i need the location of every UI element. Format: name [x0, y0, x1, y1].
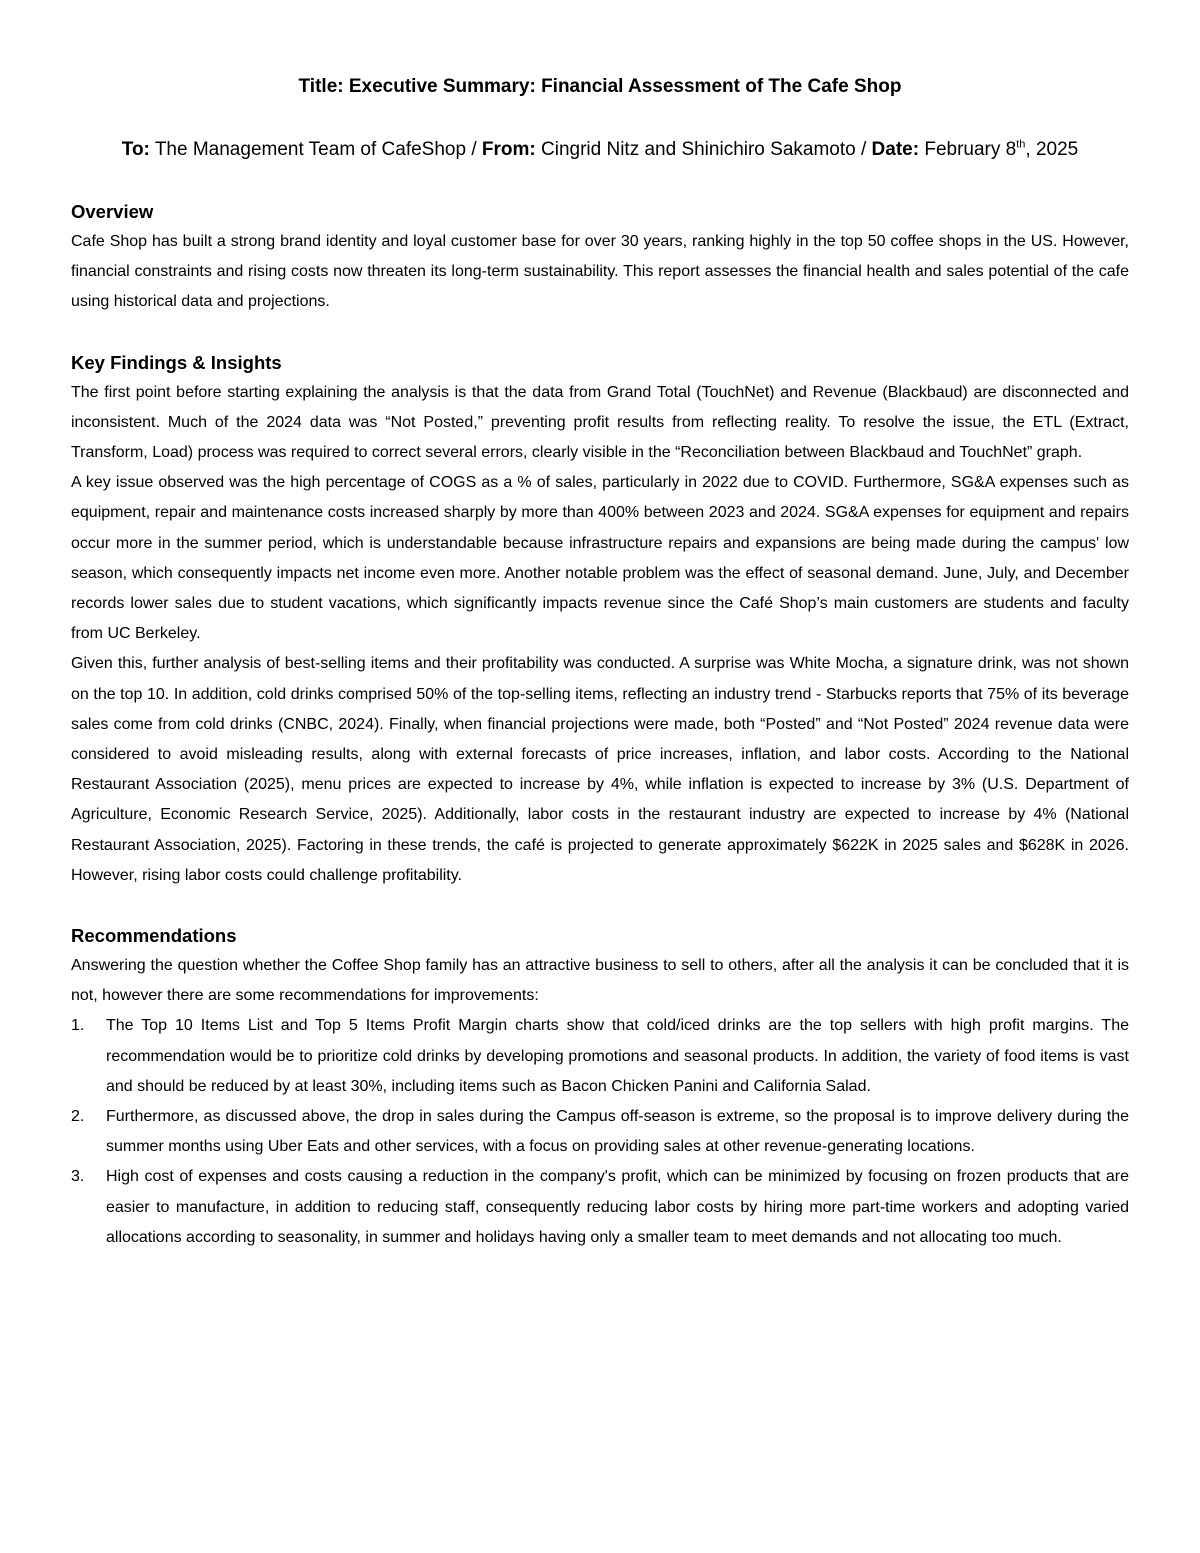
- recommendation-number: 3.: [71, 1168, 85, 1186]
- recommendations-intro: Answering the question whether the Coffee Shop family has an attractive business to sell to others, after all the analysis it can be concluded that it is not, however there are some recommendations for improvements:: [71, 957, 1129, 1005]
- recommendation-text: Furthermore, as discussed above, the drop in sales during the Campus off-season is extreme, so the proposal is to improve delivery during the summer months using Uber Eats and other services, with a focus on providing sales at other revenue-generating locations.: [106, 1108, 1129, 1156]
- recommendation-item: [71, 1102, 1129, 1162]
- key-findings-paragraph-2: A key issue observed was the high percentage of COGS as a % of sales, particularly in 2022 due to COVID. Furthermore, SG&A expenses such as equipment, repair and maintenance costs increased sharply by more than 400% between 2023 and 2024. SG&A expenses for equipment and repairs occur more in the summer period, which is understandable because infrastructure repairs and expansions are being made during the campus' low season, which consequently impacts net income even more. Another notable problem was the effect of seasonal demand. June, July, and December records lower sales due to student vacations, which significantly impacts revenue since the Café Shop’s main customers are students and faculty from UC Berkeley.: [71, 474, 1129, 643]
- key-findings-section: [71, 348, 1129, 891]
- memo-to-label: To:: [121, 139, 150, 160]
- memo-date-year: , 2025: [1025, 139, 1079, 160]
- key-findings-heading: Key Findings & Insights: [71, 351, 282, 373]
- recommendations-section: [71, 921, 1129, 1253]
- memo-date-label: Date:: [871, 139, 920, 160]
- recommendation-number: 2.: [71, 1108, 85, 1126]
- memo-to-value: The Management Team of CafeShop /: [149, 139, 482, 160]
- key-findings-paragraph-1: The first point before starting explaining the analysis is that the data from Grand Total (TouchNet) and Revenue (Blackbaud) are disconnected and inconsistent. Much of the 2024 data was “Not Posted,” preventing profit results from reflecting reality. To resolve the issue, the ETL (Extract, Transform, Load) process was required to correct several errors, clearly visible in the “Reconciliation between Blackbaud and TouchNet” graph.: [71, 383, 1129, 462]
- recommendation-text: The Top 10 Items List and Top 5 Items Profit Margin charts show that cold/iced drinks are the top sellers with high profit margins. The recommendation would be to prioritize cold drinks by developing promotions and seasonal products. In addition, the variety of food items is vast and should be reduced by at least 30%, including items such as Bacon Chicken Panini and California Salad.: [106, 1017, 1129, 1095]
- recommendations-heading: Recommendations: [71, 925, 237, 947]
- document-page: [71, 72, 1129, 1253]
- memo-from-value: Cingrid Nitz and Shinichiro Sakamoto /: [535, 139, 872, 160]
- recommendation-item: [71, 1162, 1129, 1253]
- overview-paragraph: Cafe Shop has built a strong brand identity and loyal customer base for over 30 years, ranking highly in the top 50 coffee shops in the US. However, financial constraints and rising costs now threaten its long-term sustainability. This report assesses the financial health and sales potential of the cafe using historical data and projections.: [71, 233, 1129, 311]
- recommendation-item: [71, 1011, 1129, 1102]
- recommendations-list: [71, 1011, 1129, 1253]
- document-title: Title: Executive Summary: Financial Assessment of The Cafe Shop: [298, 76, 902, 97]
- key-findings-paragraph-3: Given this, further analysis of best-selling items and their profitability was conducted. A surprise was White Mocha, a signature drink, was not shown on the top 10. In addition, cold drinks comprised 50% of the top-selling items, reflecting an industry trend - Starbucks reports that 75% of its beverage sales come from cold drinks (CNBC, 2024). Finally, when financial projections were made, both “Posted” and “Not Posted” 2024 revenue data were considered to avoid misleading results, along with external forecasts of price increases, inflation, and labor costs. According to the National Restaurant Association (2025), menu prices are expected to increase by 4%, while inflation is expected to increase by 3% (U.S. Department of Agriculture, Economic Research Service, 2025). Additionally, labor costs in the restaurant industry are expected to increase by 4% (National Restaurant Association, 2025). Factoring in these trends, the café is projected to generate approximately $622K in 2025 sales and $628K in 2026. However, rising labor costs could challenge profitability.: [71, 655, 1129, 884]
- memo-date-value: February 8: [919, 139, 1017, 160]
- memo-line: [41, 135, 1159, 165]
- overview-heading: Overview: [71, 201, 154, 222]
- recommendation-text: High cost of expenses and costs causing a reduction in the company's profit, which can be minimized by focusing on frozen products that are easier to manufacture, in addition to reducing staff, consequently reducing labor costs by hiring more part-time workers and adopting varied allocations according to seasonality, in summer and holidays having only a smaller team to meet demands and not allocating too much.: [106, 1168, 1129, 1246]
- overview-section: [71, 197, 1129, 318]
- memo-from-label: From:: [481, 139, 536, 160]
- memo-date-sup: th: [1016, 138, 1026, 151]
- recommendation-number: 1.: [71, 1017, 85, 1035]
